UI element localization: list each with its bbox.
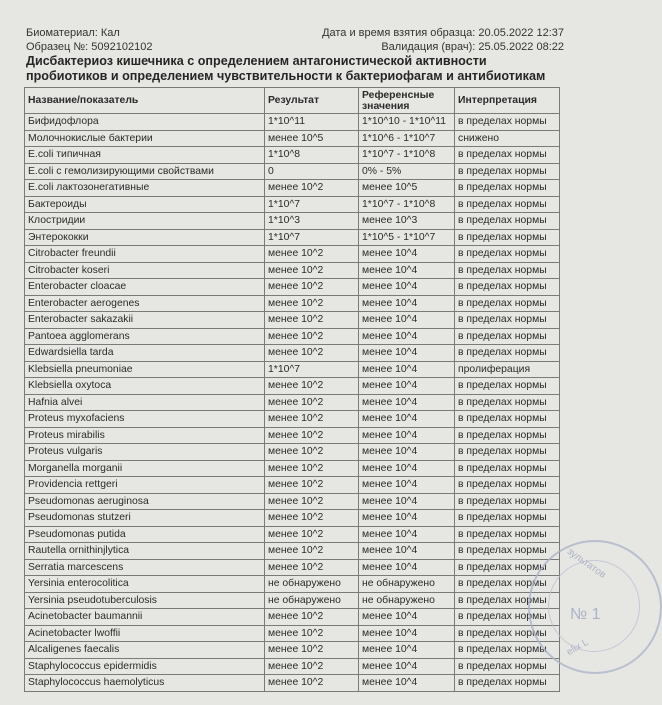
- cell-name: Klebsiella pneumoniae: [25, 361, 265, 378]
- sample-number: Образец №: 5092102102: [26, 41, 153, 53]
- table-row: [25, 378, 560, 395]
- cell-reference: менее 10^4: [359, 609, 455, 626]
- table-row: [25, 345, 560, 362]
- cell-result: 0: [265, 163, 359, 180]
- cell-reference: менее 10^4: [359, 493, 455, 510]
- table-row: [25, 394, 560, 411]
- table-row: [25, 625, 560, 642]
- cell-result: 1*10^7: [265, 361, 359, 378]
- cell-result: менее 10^2: [265, 246, 359, 263]
- cell-result: менее 10^2: [265, 658, 359, 675]
- cell-name: Pantoea agglomerans: [25, 328, 265, 345]
- cell-result: 1*10^11: [265, 114, 359, 131]
- cell-reference: менее 10^4: [359, 394, 455, 411]
- cell-result: не обнаружено: [265, 592, 359, 609]
- cell-reference: менее 10^4: [359, 543, 455, 560]
- cell-result: 1*10^7: [265, 196, 359, 213]
- stamp-text-top: зультатов: [564, 546, 608, 581]
- cell-name: Providencia rettgeri: [25, 477, 265, 494]
- cell-reference: менее 10^4: [359, 658, 455, 675]
- cell-name: Клостридии: [25, 213, 265, 230]
- cell-reference: 1*10^7 - 1*10^8: [359, 147, 455, 164]
- cell-interpretation: в пределах нормы: [455, 246, 560, 263]
- cell-interpretation: в пределах нормы: [455, 312, 560, 329]
- table-row: [25, 510, 560, 527]
- table-row: [25, 130, 560, 147]
- cell-reference: менее 10^4: [359, 625, 455, 642]
- stamp-text-bottom: elix L: [564, 636, 591, 659]
- cell-reference: не обнаружено: [359, 592, 455, 609]
- cell-name: Serratia marcescens: [25, 559, 265, 576]
- cell-result: менее 10^2: [265, 378, 359, 395]
- cell-result: менее 10^2: [265, 675, 359, 692]
- cell-result: менее 10^2: [265, 477, 359, 494]
- cell-name: Enterobacter cloacae: [25, 279, 265, 296]
- cell-reference: менее 10^4: [359, 526, 455, 543]
- cell-reference: менее 10^4: [359, 328, 455, 345]
- cell-reference: менее 10^4: [359, 427, 455, 444]
- cell-result: менее 10^2: [265, 312, 359, 329]
- results-table-body: [25, 114, 560, 692]
- table-row: [25, 543, 560, 560]
- cell-name: Proteus myxofaciens: [25, 411, 265, 428]
- cell-interpretation: в пределах нормы: [455, 510, 560, 527]
- report-header: [0, 0, 600, 62]
- cell-reference: 1*10^6 - 1*10^7: [359, 130, 455, 147]
- table-row: [25, 427, 560, 444]
- cell-name: Pseudomonas aeruginosa: [25, 493, 265, 510]
- cell-name: Бактероиды: [25, 196, 265, 213]
- cell-name: Klebsiella oxytoca: [25, 378, 265, 395]
- cell-name: Morganella morganii: [25, 460, 265, 477]
- cell-name: Энтерококки: [25, 229, 265, 246]
- cell-interpretation: в пределах нормы: [455, 609, 560, 626]
- cell-reference: не обнаружено: [359, 576, 455, 593]
- cell-result: менее 10^2: [265, 543, 359, 560]
- cell-interpretation: в пределах нормы: [455, 625, 560, 642]
- sample-datetime: Дата и время взятия образца: 20.05.2022 12:37: [322, 27, 564, 39]
- cell-interpretation: в пределах нормы: [455, 559, 560, 576]
- table-row: [25, 592, 560, 609]
- cell-name: E.coli с гемолизирующими свойствами: [25, 163, 265, 180]
- validation-date: Валидация (врач): 25.05.2022 08:22: [381, 41, 564, 53]
- table-row: [25, 196, 560, 213]
- cell-result: менее 10^2: [265, 411, 359, 428]
- cell-reference: менее 10^4: [359, 246, 455, 263]
- table-row: [25, 361, 560, 378]
- cell-reference: менее 10^4: [359, 312, 455, 329]
- cell-name: Staphylococcus epidermidis: [25, 658, 265, 675]
- table-row: [25, 279, 560, 296]
- table-row: [25, 229, 560, 246]
- cell-reference: менее 10^4: [359, 378, 455, 395]
- cell-name: Hafnia alvei: [25, 394, 265, 411]
- cell-result: 1*10^8: [265, 147, 359, 164]
- table-row: [25, 295, 560, 312]
- table-row: [25, 312, 560, 329]
- cell-interpretation: в пределах нормы: [455, 229, 560, 246]
- cell-interpretation: в пределах нормы: [455, 147, 560, 164]
- table-row: [25, 526, 560, 543]
- table-row: [25, 658, 560, 675]
- cell-result: менее 10^2: [265, 394, 359, 411]
- cell-reference: 1*10^7 - 1*10^8: [359, 196, 455, 213]
- table-row: [25, 213, 560, 230]
- cell-reference: менее 10^4: [359, 642, 455, 659]
- cell-name: Proteus mirabilis: [25, 427, 265, 444]
- cell-result: менее 10^2: [265, 345, 359, 362]
- cell-interpretation: в пределах нормы: [455, 493, 560, 510]
- stamp-text-mid: № 1: [570, 606, 601, 623]
- cell-result: менее 10^2: [265, 262, 359, 279]
- biomaterial-label: Биоматериал: Кал: [26, 27, 120, 39]
- cell-interpretation: снижено: [455, 130, 560, 147]
- cell-reference: менее 10^4: [359, 460, 455, 477]
- cell-interpretation: в пределах нормы: [455, 163, 560, 180]
- cell-result: менее 10^2: [265, 279, 359, 296]
- column-header-name: Название/показатель: [25, 88, 265, 114]
- cell-name: Edwardsiella tarda: [25, 345, 265, 362]
- cell-reference: менее 10^4: [359, 444, 455, 461]
- cell-name: Enterobacter sakazakii: [25, 312, 265, 329]
- cell-name: Acinetobacter lwoffii: [25, 625, 265, 642]
- table-row: [25, 642, 560, 659]
- cell-interpretation: пролиферация: [455, 361, 560, 378]
- cell-interpretation: в пределах нормы: [455, 411, 560, 428]
- cell-reference: менее 10^4: [359, 411, 455, 428]
- cell-interpretation: в пределах нормы: [455, 477, 560, 494]
- cell-interpretation: в пределах нормы: [455, 213, 560, 230]
- cell-name: Citrobacter freundii: [25, 246, 265, 263]
- cell-result: не обнаружено: [265, 576, 359, 593]
- cell-reference: менее 10^4: [359, 559, 455, 576]
- cell-interpretation: в пределах нормы: [455, 345, 560, 362]
- cell-interpretation: в пределах нормы: [455, 642, 560, 659]
- table-header-row: [25, 88, 560, 114]
- cell-name: Citrobacter koseri: [25, 262, 265, 279]
- cell-interpretation: в пределах нормы: [455, 394, 560, 411]
- cell-interpretation: в пределах нормы: [455, 675, 560, 692]
- column-header-result: Результат: [265, 88, 359, 114]
- cell-result: 1*10^7: [265, 229, 359, 246]
- cell-name: E.coli типичная: [25, 147, 265, 164]
- cell-interpretation: в пределах нормы: [455, 526, 560, 543]
- cell-interpretation: в пределах нормы: [455, 279, 560, 296]
- cell-reference: 1*10^5 - 1*10^7: [359, 229, 455, 246]
- cell-interpretation: в пределах нормы: [455, 328, 560, 345]
- table-row: [25, 114, 560, 131]
- table-row: [25, 411, 560, 428]
- cell-name: Yersinia pseudotuberculosis: [25, 592, 265, 609]
- cell-interpretation: в пределах нормы: [455, 196, 560, 213]
- cell-result: менее 10^2: [265, 625, 359, 642]
- cell-name: Yersinia enterocolitica: [25, 576, 265, 593]
- cell-result: менее 10^2: [265, 510, 359, 527]
- table-row: [25, 576, 560, 593]
- cell-name: Proteus vulgaris: [25, 444, 265, 461]
- cell-result: менее 10^2: [265, 444, 359, 461]
- cell-reference: менее 10^4: [359, 510, 455, 527]
- table-row: [25, 675, 560, 692]
- table-row: [25, 246, 560, 263]
- cell-reference: менее 10^4: [359, 279, 455, 296]
- cell-interpretation: в пределах нормы: [455, 592, 560, 609]
- cell-reference: менее 10^4: [359, 675, 455, 692]
- cell-name: Alcaligenes faecalis: [25, 642, 265, 659]
- cell-interpretation: в пределах нормы: [455, 543, 560, 560]
- column-header-interpretation: Интерпретация: [455, 88, 560, 114]
- cell-name: Staphylococcus haemolyticus: [25, 675, 265, 692]
- cell-reference: менее 10^4: [359, 345, 455, 362]
- table-row: [25, 180, 560, 197]
- cell-reference: 0% - 5%: [359, 163, 455, 180]
- cell-reference: менее 10^5: [359, 180, 455, 197]
- cell-name: Pseudomonas stutzeri: [25, 510, 265, 527]
- cell-interpretation: в пределах нормы: [455, 378, 560, 395]
- table-row: [25, 262, 560, 279]
- cell-result: менее 10^2: [265, 295, 359, 312]
- cell-interpretation: в пределах нормы: [455, 114, 560, 131]
- cell-name: Pseudomonas putida: [25, 526, 265, 543]
- cell-reference: менее 10^4: [359, 361, 455, 378]
- cell-name: Acinetobacter baumannii: [25, 609, 265, 626]
- cell-name: Молочнокислые бактерии: [25, 130, 265, 147]
- table-row: [25, 477, 560, 494]
- cell-result: менее 10^2: [265, 609, 359, 626]
- table-row: [25, 147, 560, 164]
- cell-name: E.coli лактозонегативные: [25, 180, 265, 197]
- report-title-line-1: Дисбактериоз кишечника с определением антагонистической активности: [26, 54, 487, 68]
- cell-result: 1*10^3: [265, 213, 359, 230]
- cell-reference: менее 10^4: [359, 477, 455, 494]
- cell-interpretation: в пределах нормы: [455, 180, 560, 197]
- cell-result: менее 10^2: [265, 427, 359, 444]
- cell-result: менее 10^2: [265, 642, 359, 659]
- cell-result: менее 10^2: [265, 526, 359, 543]
- table-row: [25, 559, 560, 576]
- cell-interpretation: в пределах нормы: [455, 444, 560, 461]
- table-row: [25, 328, 560, 345]
- cell-name: Rautella ornithinjlytica: [25, 543, 265, 560]
- column-header-reference: Референсные значения: [359, 88, 455, 114]
- table-row: [25, 163, 560, 180]
- cell-interpretation: в пределах нормы: [455, 427, 560, 444]
- lab-stamp: [528, 540, 662, 674]
- results-table: [24, 87, 560, 692]
- cell-interpretation: в пределах нормы: [455, 295, 560, 312]
- report-title: [26, 54, 586, 84]
- cell-result: менее 10^2: [265, 328, 359, 345]
- report-title-line-2: пробиотиков и определением чувствительности к бактериофагам и антибиотикам: [26, 69, 546, 83]
- cell-reference: менее 10^4: [359, 262, 455, 279]
- cell-result: менее 10^2: [265, 180, 359, 197]
- cell-result: менее 10^2: [265, 460, 359, 477]
- cell-reference: 1*10^10 - 1*10^11: [359, 114, 455, 131]
- cell-name: Enterobacter aerogenes: [25, 295, 265, 312]
- table-row: [25, 444, 560, 461]
- cell-result: менее 10^5: [265, 130, 359, 147]
- cell-result: менее 10^2: [265, 493, 359, 510]
- cell-result: менее 10^2: [265, 559, 359, 576]
- table-row: [25, 493, 560, 510]
- table-row: [25, 609, 560, 626]
- cell-interpretation: в пределах нормы: [455, 262, 560, 279]
- cell-reference: менее 10^3: [359, 213, 455, 230]
- cell-reference: менее 10^4: [359, 295, 455, 312]
- table-row: [25, 460, 560, 477]
- cell-interpretation: в пределах нормы: [455, 658, 560, 675]
- cell-interpretation: в пределах нормы: [455, 576, 560, 593]
- cell-interpretation: в пределах нормы: [455, 460, 560, 477]
- cell-name: Бифидофлора: [25, 114, 265, 131]
